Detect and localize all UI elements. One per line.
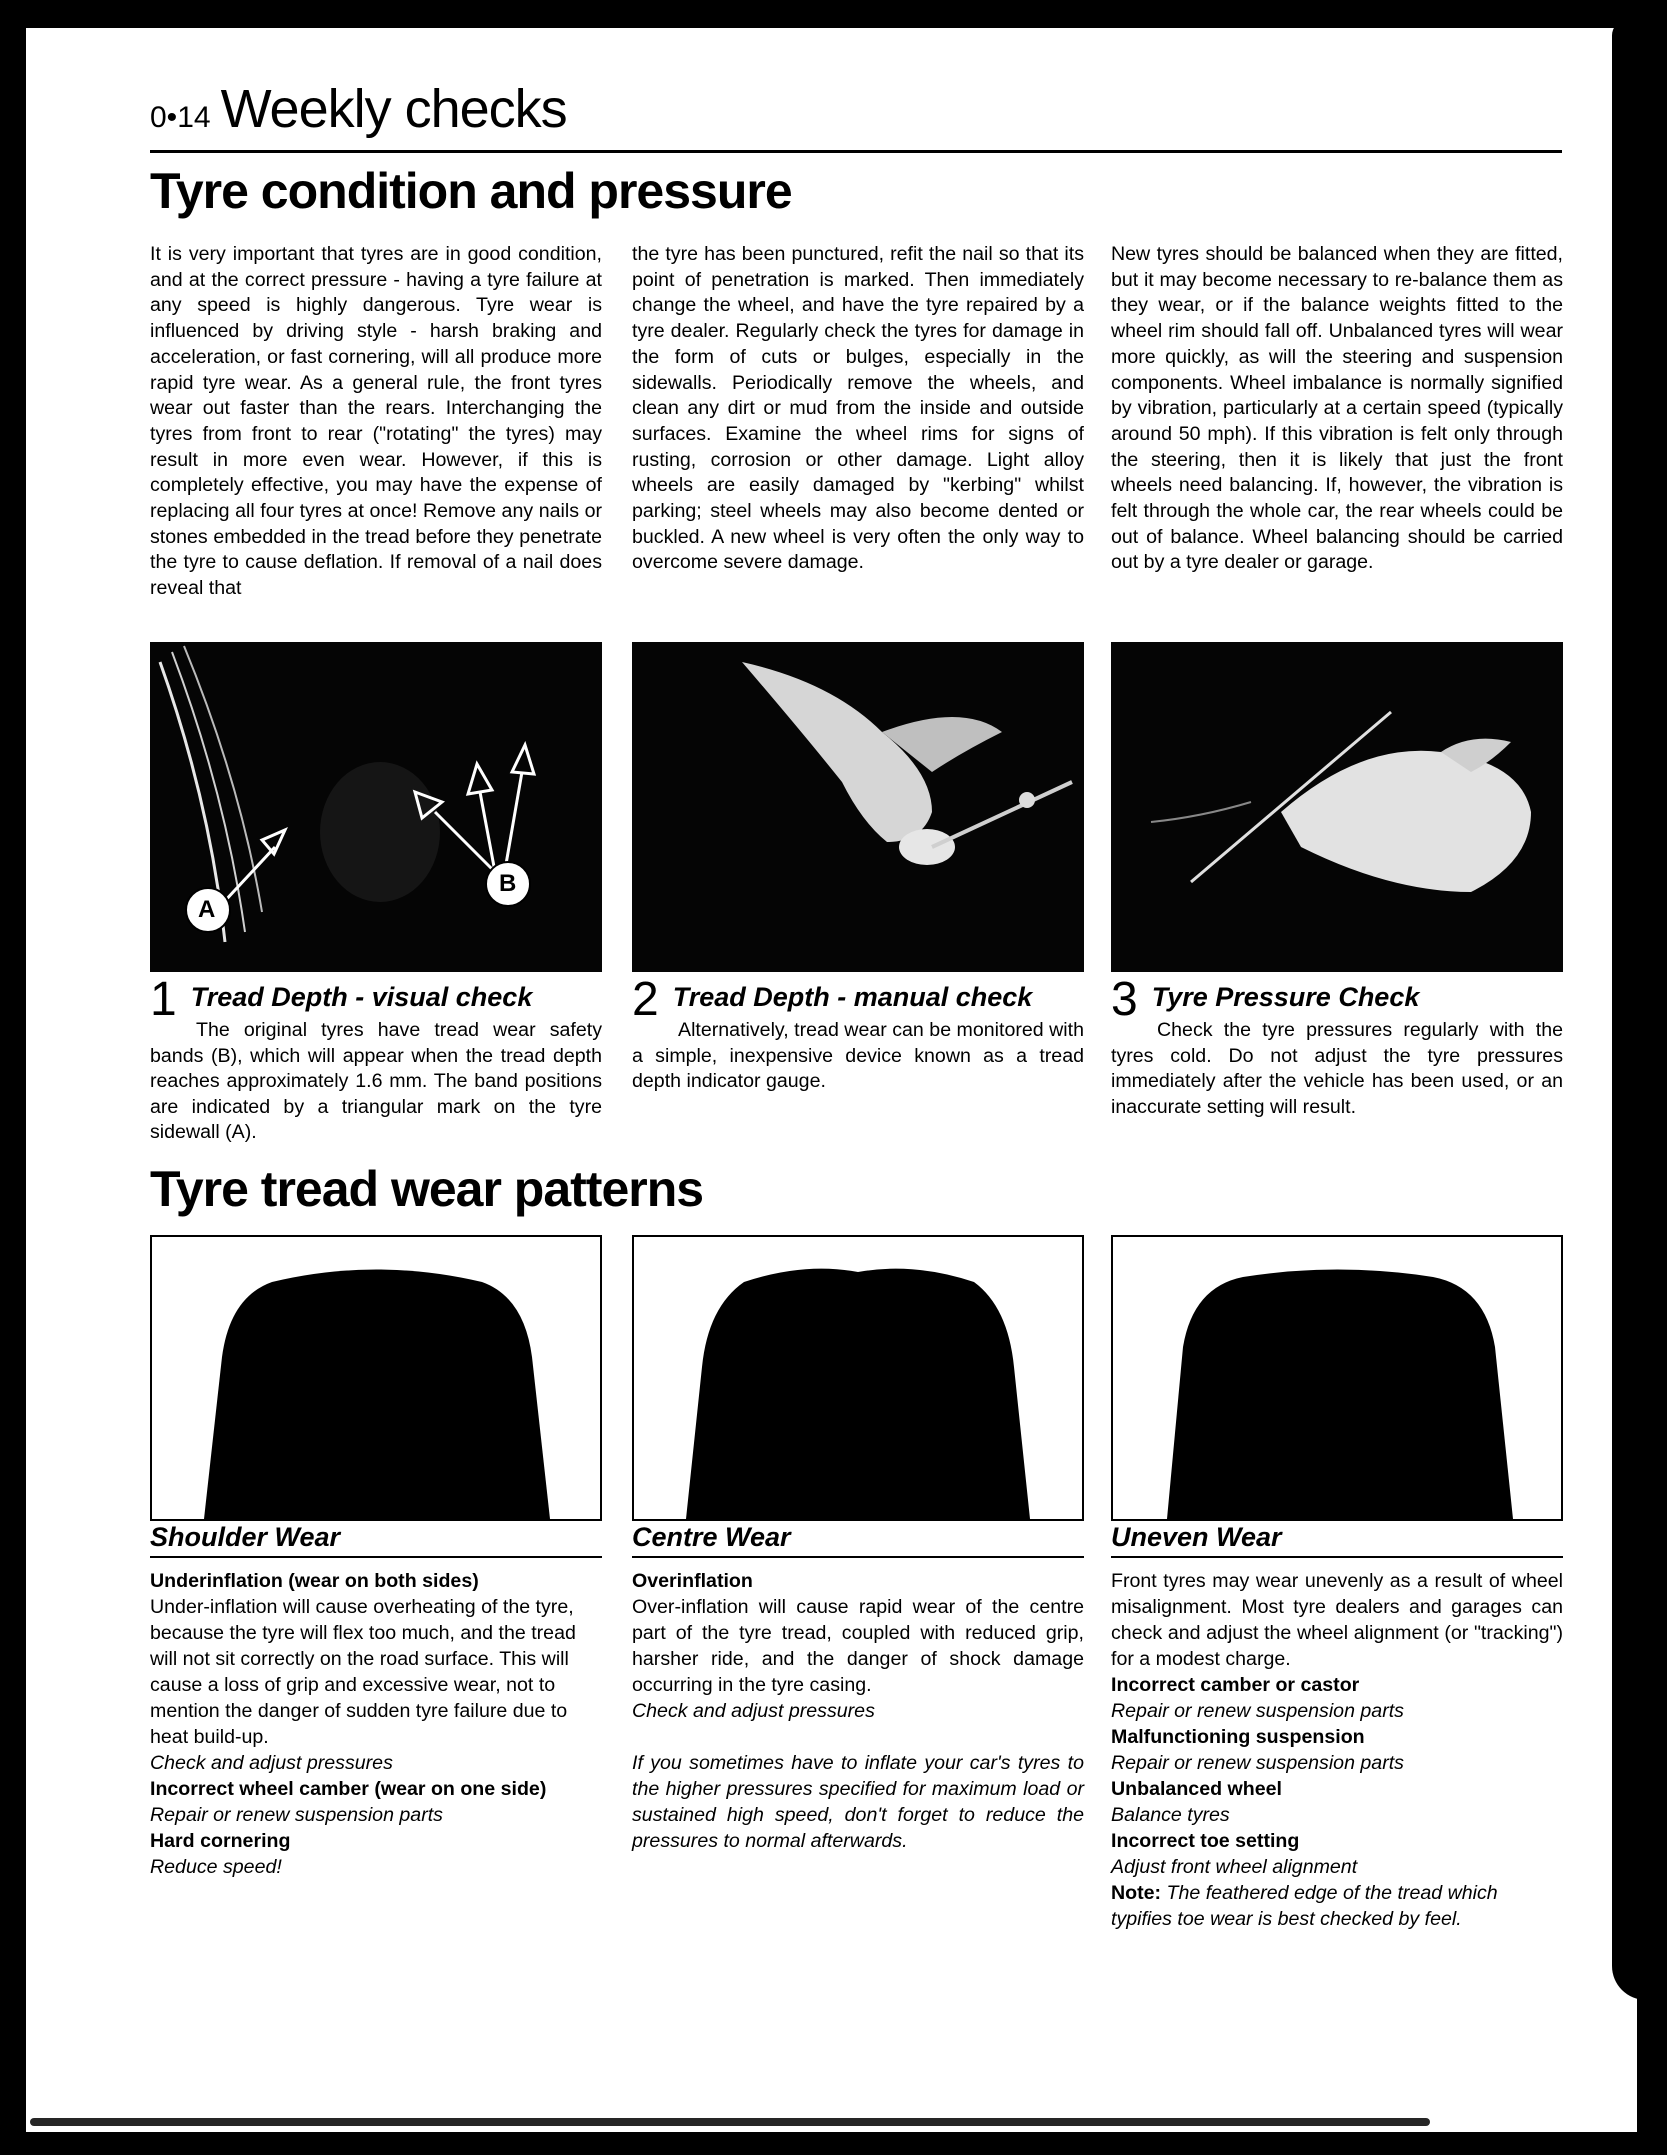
uneven-wear-title: Uneven Wear (1111, 1522, 1563, 1558)
cause: Incorrect wheel camber (wear on one side) (150, 1778, 547, 1800)
step-number: 2 (632, 973, 659, 1026)
remedy: Repair or renew suspension parts (150, 1804, 443, 1826)
uneven-wear-profile (1113, 1237, 1561, 1519)
step-number: 1 (150, 973, 177, 1026)
photo-label-a: A (198, 896, 216, 923)
tyre-sidewall-illustration (150, 642, 602, 972)
intro-column-3 (1111, 242, 1563, 576)
cause: Incorrect camber or castor (1111, 1674, 1360, 1696)
photo-label-b: B (499, 870, 517, 897)
intro-text-3: New tyres should be balanced when they are fitted, but it may become necessary to re-balance them as they wear, or if the balance weights fitted to the wheel rim should fall off. Unbalanced tyres will wear more quickly, as will the steering and suspension components. Wheel imbalance is normally signified by vibration, particularly at a certain speed (typically around 50 mph). If this vibration is felt only through the steering, then it is likely that just the front wheels need balancing. If, however, the vibration is felt through the whole car, the rear wheels could be out of balance. Wheel balancing should be carried out by a tyre dealer or garage. (1111, 243, 1563, 574)
intro-text-1: It is very important that tyres are in good condition, and at the correct pressure - having a tyre failure at any speed is highly dangerous. Tyre wear is influenced by driving style - harsh braking and acceleration, or fast cornering, will all produce more rapid tyre wear. As a general rule, the front tyres wear out faster than the rears. Interchanging the tyres from front to rear ("rotating" the tyres) may result in more even wear. However, if this is completely effective, you may have the expense of replacing all four tyres at once! Remove any nails or stones embedded in the tread before they penetrate the tyre to cause deflation. If removal of a nail does reveal that (150, 243, 602, 600)
step-2 (632, 973, 1084, 1114)
remedy: Adjust front wheel alignment (1111, 1856, 1358, 1878)
step-title: Tread Depth - visual check (190, 982, 533, 1012)
remedy: Check and adjust pressures (150, 1752, 393, 1774)
note-text: The feathered edge of the tread which typifies toe wear is best checked by feel. (1111, 1882, 1498, 1930)
step-title: Tyre Pressure Check (1151, 982, 1420, 1012)
cause: Malfunctioning suspension (1111, 1726, 1365, 1748)
remedy: Balance tyres (1111, 1804, 1230, 1826)
centre-wear-profile (634, 1237, 1082, 1519)
toe-wear-note (1111, 1880, 1563, 1932)
page-number: 0•14 (150, 101, 211, 134)
section-title: Weekly checks (220, 79, 567, 139)
cause: Underinflation (wear on both sides) (150, 1570, 479, 1592)
note-label: Note: (1111, 1882, 1162, 1904)
step-text: The original tyres have tread wear safety bands (B), which will appear when the tread depth reaches approximately 1.6 mm. The band positions are indicated by a triangular mark on the tyre sidewall (A). (150, 1019, 602, 1143)
step-text: Check the tyre pressures regularly with the tyres cold. Do not adjust the tyre pressures immediately after the vehicle has been used, or an inaccurate setting will result. (1111, 1019, 1563, 1118)
shoulder-wear-profile (152, 1237, 600, 1519)
step-number: 3 (1111, 973, 1138, 1026)
intro-column-2 (632, 242, 1084, 576)
step-text: Alternatively, tread wear can be monitored with a simple, inexpensive device known as a tread depth indicator gauge. (632, 1019, 1084, 1092)
step-1 (150, 973, 602, 1165)
tyre-profile-uneven-wear (1111, 1235, 1563, 1521)
centre-wear-text (632, 1568, 1084, 1854)
photo-pressure-gauge (1111, 642, 1563, 972)
remedy: Reduce speed! (150, 1856, 282, 1878)
remedy: Repair or renew suspension parts (1111, 1700, 1404, 1722)
uneven-wear-text (1111, 1568, 1563, 1932)
intro-column-1 (150, 242, 602, 602)
scan-border-top (0, 0, 1667, 28)
tyre-profile-shoulder-wear (150, 1235, 602, 1521)
hand-gauge-illustration (632, 642, 1084, 972)
description: Front tyres may wear unevenly as a result of wheel misalignment. Most tyre dealers and garages can check and adjust the wheel alignment (or "tracking") for a modest charge. (1111, 1570, 1563, 1670)
tyre-profile-centre-wear (632, 1235, 1084, 1521)
remedy: Check and adjust pressures (632, 1700, 875, 1722)
description: Under-inflation will cause overheating of the tyre, because the tyre will flex too much, and the tread will not sit correctly on the road surface. This will cause a loss of grip and excessive wear, not to mention the danger of sudden tyre failure due to heat build-up. (150, 1596, 576, 1748)
photo-tread-depth-gauge (632, 642, 1084, 972)
intro-text-2: the tyre has been punctured, refit the nail so that its point of penetration is marked. Then immediately change the wheel, and have the tyre repaired by a tyre dealer. Regularly check the tyres for damage in the form of cuts or bulges, especially in the sidewalls. Periodically remove the wheels, and clean any dirt or mud from the inside and outside surfaces. Examine the wheel rims for signs of rusting, corrosion or other damage. Light alloy wheels are easily damaged by "kerbing" whilst parking; steel wheels may also become dented or buckled. A new wheel is very often the only way to overcome severe damage. (632, 243, 1084, 574)
cause: Hard cornering (150, 1830, 291, 1852)
pressure-check-illustration (1111, 642, 1563, 972)
cause: Unbalanced wheel (1111, 1778, 1282, 1800)
running-head (150, 78, 567, 148)
scan-binding-shadow (1612, 20, 1646, 2000)
cause: Overinflation (632, 1570, 753, 1592)
description: Over-inflation will cause rapid wear of the centre part of the tyre tread, coupled with reduced grip, harsher ride, and the danger of shock damage occurring in the tyre casing. (632, 1596, 1084, 1696)
step-3 (1111, 973, 1563, 1140)
shoulder-wear-title: Shoulder Wear (150, 1522, 602, 1558)
shoulder-wear-text (150, 1568, 602, 1880)
scan-border-bottom (0, 2132, 1667, 2155)
heading-tread-wear-patterns: Tyre tread wear patterns (150, 1161, 704, 1217)
scan-streak (30, 2118, 1430, 2126)
step-title: Tread Depth - manual check (672, 982, 1033, 1012)
centre-wear-title: Centre Wear (632, 1522, 1084, 1558)
cause: Incorrect toe setting (1111, 1830, 1300, 1852)
heading-tyre-condition: Tyre condition and pressure (150, 163, 792, 219)
inflation-note: If you sometimes have to inflate your car's tyres to the higher pressures specified for maximum load or sustained high speed, don't forget to reduce the pressures to normal afterwards. (632, 1752, 1084, 1852)
header-rule (150, 150, 1562, 153)
scan-border-left (0, 0, 26, 2155)
remedy: Repair or renew suspension parts (1111, 1752, 1404, 1774)
photo-tread-wear-indicators (150, 642, 602, 972)
